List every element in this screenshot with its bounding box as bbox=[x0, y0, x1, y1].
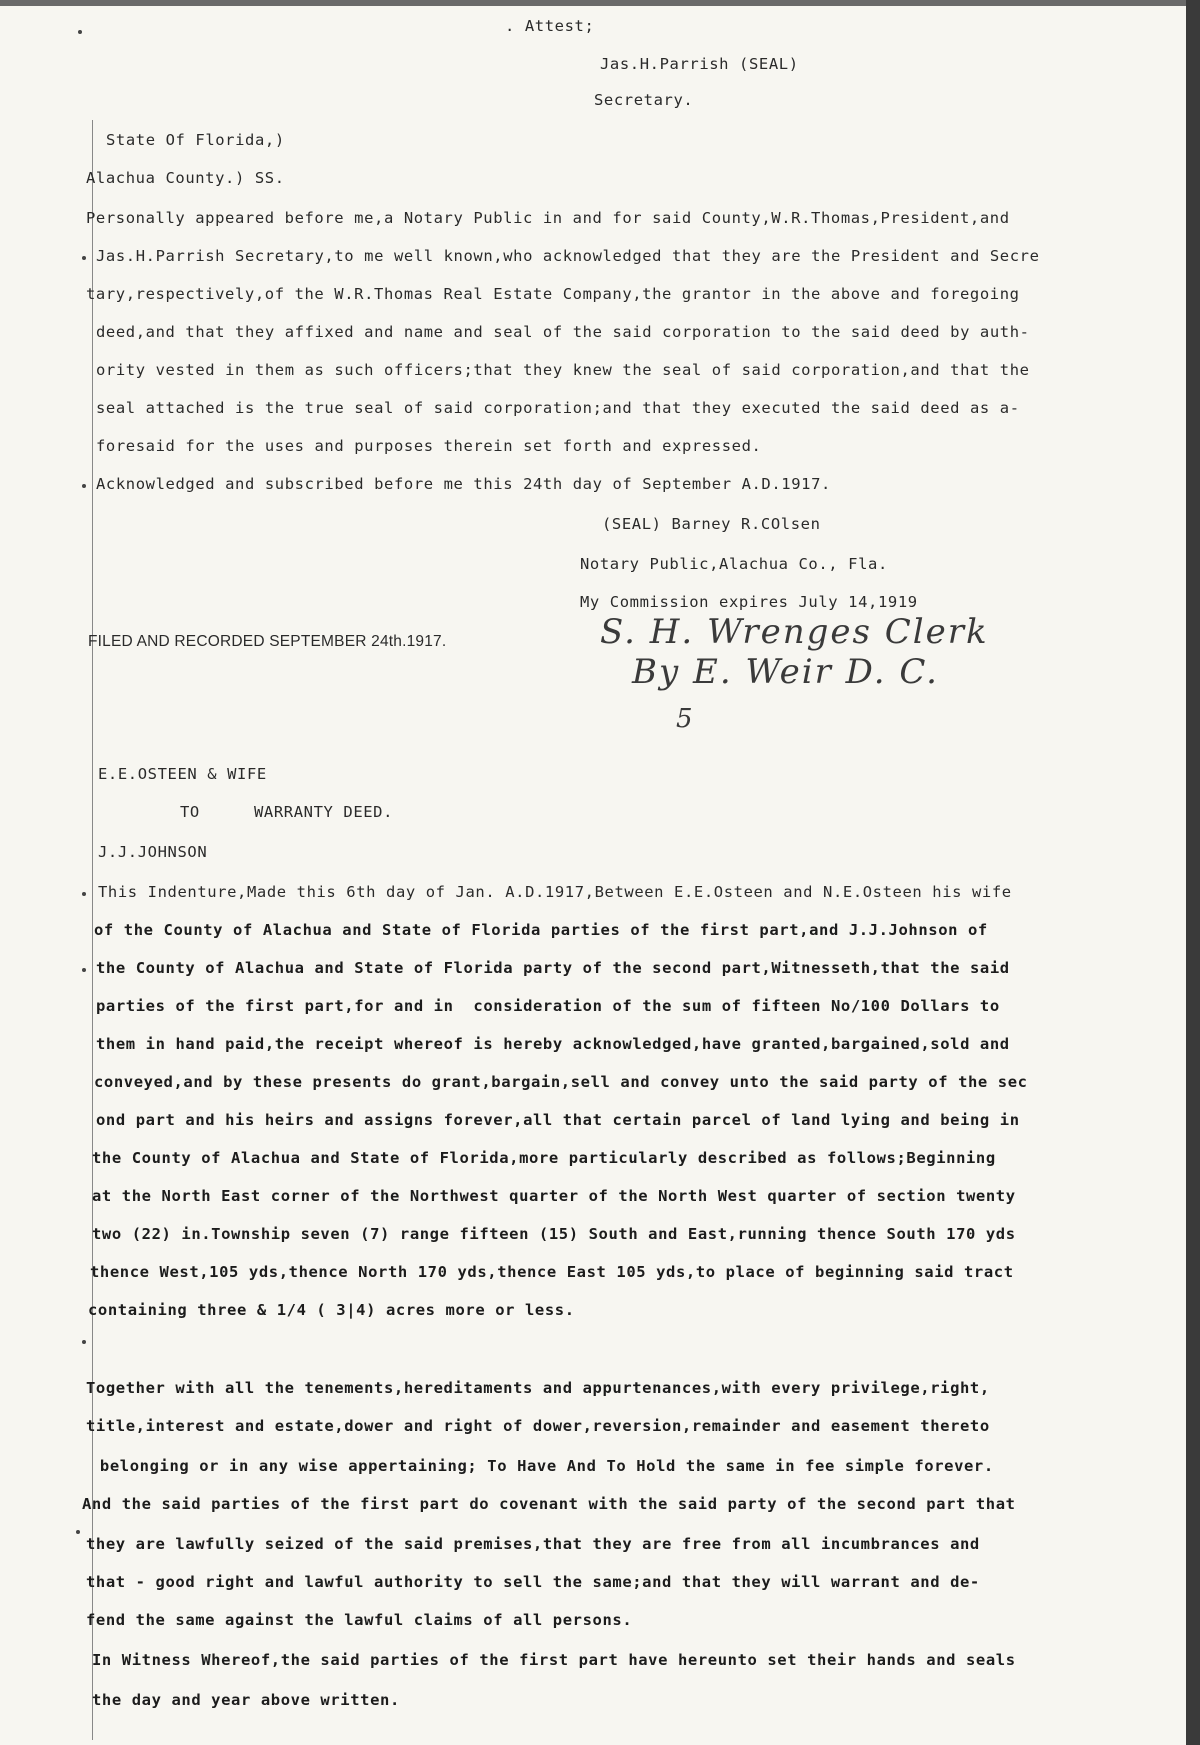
venue-county: Alachua County.) SS. bbox=[86, 169, 285, 187]
deed-line: containing three & 1/4 ( 3|4) acres more or less. bbox=[88, 1301, 575, 1319]
ack-line: tary,respectively,of the W.R.Thomas Real Estate Company,the grantor in the above and foregoing bbox=[86, 285, 1020, 303]
margin-dot bbox=[82, 1340, 86, 1344]
margin-dot bbox=[82, 892, 86, 896]
attest-signer: Jas.H.Parrish (SEAL) bbox=[600, 55, 799, 73]
margin-dot bbox=[76, 1530, 80, 1534]
ack-line: Acknowledged and subscribed before me this 24th day of September A.D.1917. bbox=[96, 475, 831, 493]
together-line: belonging or in any wise appertaining; To Have And To Hold the same in fee simple forever. bbox=[90, 1457, 994, 1475]
deed-grantor: E.E.OSTEEN & WIFE bbox=[98, 765, 267, 783]
deed-line: the County of Alachua and State of Florida party of the second part,Witnesseth,that the said bbox=[96, 959, 1010, 977]
notary-commission: My Commission expires July 14,1919 bbox=[580, 593, 918, 611]
together-line: And the said parties of the first part do covenant with the said party of the second part that bbox=[82, 1495, 1016, 1513]
ack-line: ority vested in them as such officers;that they knew the seal of said corporation,and that the bbox=[96, 361, 1030, 379]
deed-to: TO bbox=[180, 803, 200, 821]
margin-dot bbox=[82, 256, 86, 260]
venue-state: State Of Florida,) bbox=[106, 131, 285, 149]
clerk-signature: S. H. Wrenges Clerk bbox=[600, 612, 989, 652]
together-line: title,interest and estate,dower and right of dower,reversion,remainder and easement thereto bbox=[86, 1417, 990, 1435]
together-line: In Witness Whereof,the said parties of the first part have hereunto set their hands and seals bbox=[92, 1651, 1016, 1669]
together-line: that - good right and lawful authority to sell the same;and that they will warrant and de- bbox=[86, 1573, 980, 1591]
together-line: they are lawfully seized of the said premises,that they are free from all incumbrances and bbox=[86, 1535, 980, 1553]
ack-line: Personally appeared before me,a Notary Public in and for said County,W.R.Thomas,President,and bbox=[86, 209, 1010, 227]
deed-line: at the North East corner of the Northwest quarter of the North West quarter of section twenty bbox=[92, 1187, 1016, 1205]
deed-line: two (22) in.Township seven (7) range fifteen (15) South and East,running thence South 170 yds bbox=[92, 1225, 1016, 1243]
deed-line: conveyed,and by these presents do grant,bargain,sell and convey unto the said party of the sec bbox=[94, 1073, 1028, 1091]
ack-line: Jas.H.Parrish Secretary,to me well known,who acknowledged that they are the President and Secre bbox=[96, 247, 1040, 265]
ack-line: seal attached is the true seal of said corporation;and that they executed the said deed as a- bbox=[96, 399, 1020, 417]
deed-line: of the County of Alachua and State of Florida parties of the first part,and J.J.Johnson of bbox=[94, 921, 988, 939]
deed-line: the County of Alachua and State of Florida,more particularly described as follows;Beginning bbox=[92, 1149, 996, 1167]
deed-line: thence West,105 yds,thence North 170 yds,thence East 105 yds,to place of beginning said tract bbox=[90, 1263, 1014, 1281]
notary-signature: (SEAL) Barney R.COlsen bbox=[602, 515, 821, 533]
scan-right-edge bbox=[1186, 0, 1200, 1745]
deed-line: ond part and his heirs and assigns forever,all that certain parcel of land lying and being in bbox=[96, 1111, 1020, 1129]
ack-line: deed,and that they affixed and name and seal of the said corporation to the said deed by auth- bbox=[96, 323, 1030, 341]
attest-label: . Attest; bbox=[505, 17, 595, 35]
notary-title: Notary Public,Alachua Co., Fla. bbox=[580, 555, 888, 573]
filed-recorded: FILED AND RECORDED SEPTEMBER 24th.1917. bbox=[88, 633, 447, 650]
deed-line: parties of the first part,for and in consideration of the sum of fifteen No/100 Dollars to bbox=[96, 997, 1000, 1015]
margin-dot bbox=[82, 484, 86, 488]
attest-title: Secretary. bbox=[594, 91, 694, 109]
deed-line: them in hand paid,the receipt whereof is hereby acknowledged,have granted,bargained,sold and bbox=[96, 1035, 1010, 1053]
margin-dot bbox=[78, 30, 82, 34]
deed-line: This Indenture,Made this 6th day of Jan. A.D.1917,Between E.E.Osteen and N.E.Osteen his wife bbox=[98, 883, 1012, 901]
together-line: the day and year above written. bbox=[92, 1691, 400, 1709]
handwritten-mark: 5 bbox=[676, 704, 695, 734]
deed-grantee: J.J.JOHNSON bbox=[98, 843, 208, 861]
deed-type: WARRANTY DEED. bbox=[254, 803, 394, 821]
together-line: Together with all the tenements,hereditaments and appurtenances,with every privilege,right, bbox=[86, 1379, 990, 1397]
ack-line: foresaid for the uses and purposes therein set forth and expressed. bbox=[96, 437, 762, 455]
together-line: fend the same against the lawful claims of all persons. bbox=[86, 1611, 633, 1629]
deputy-clerk-signature: By E. Weir D. C. bbox=[632, 652, 939, 692]
scan-top-edge bbox=[0, 0, 1200, 6]
margin-dot bbox=[82, 968, 86, 972]
